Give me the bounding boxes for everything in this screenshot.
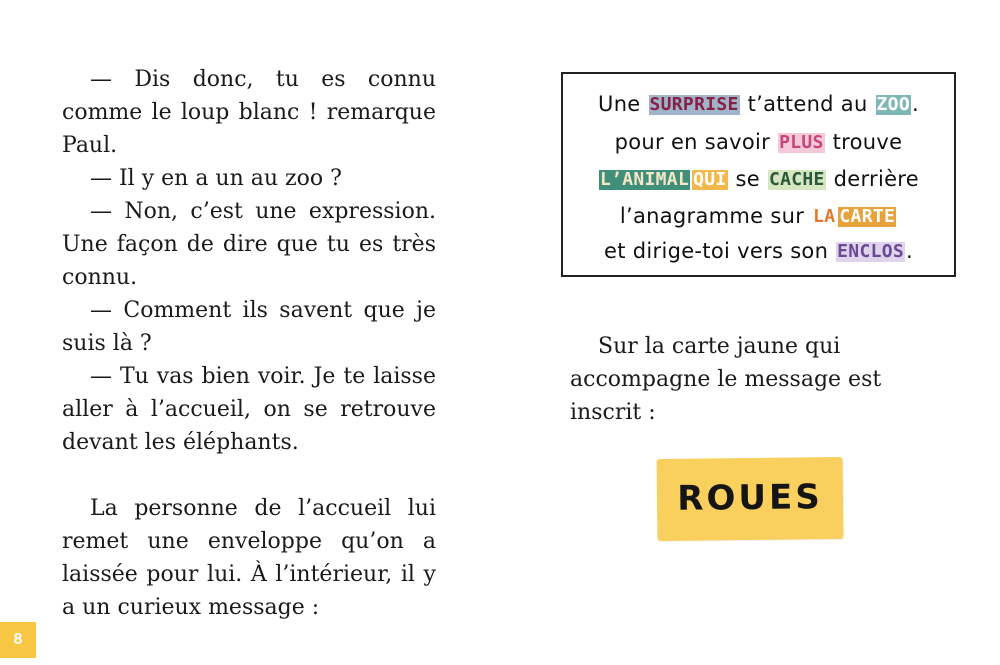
cutout-word: ENCLOS	[837, 241, 904, 262]
card-anagram-word: ROUES	[677, 477, 823, 519]
cutout-word: ZOO	[876, 94, 910, 115]
message-text: t’attend au	[740, 92, 875, 116]
page-number-tab: 8	[0, 622, 36, 658]
story-text-right	[570, 330, 950, 429]
message-line-2	[563, 130, 954, 154]
cutout-word: L’ANIMAL	[599, 169, 690, 190]
message-line-1	[563, 92, 954, 116]
message-text: et dirige-toi vers son	[604, 239, 836, 263]
message-line-4	[563, 204, 954, 228]
card-intro-paragraph: Sur la carte jaune qui accompagne le message est inscrit :	[570, 334, 882, 425]
message-text: .	[911, 92, 919, 116]
message-line-3	[563, 167, 954, 191]
message-text: l’anagramme sur	[619, 204, 812, 228]
dialogue-line-2: — Il y en a un au zoo ?	[90, 166, 342, 191]
message-line-5	[563, 239, 954, 263]
yellow-card	[657, 457, 844, 541]
dialogue-line-4: — Comment ils savent que je suis là ?	[62, 298, 436, 356]
message-text: pour en savoir	[614, 130, 778, 154]
message-text: derrière	[826, 167, 919, 191]
cutout-word: CARTE	[839, 206, 896, 227]
story-text-left	[62, 63, 436, 624]
cutout-word: SURPRISE	[649, 94, 739, 115]
narration-paragraph: La personne de l’accueil lui remet une enveloppe qu’on a laissée pour lui. À l’intérieur, il y a un curieux message :	[62, 496, 436, 620]
cutout-word: LA	[813, 206, 836, 227]
ransom-note-message	[561, 72, 956, 277]
dialogue-line-3: — Non, c’est une expression. Une façon de dire que tu es très connu.	[62, 199, 436, 290]
message-text: se	[728, 167, 767, 191]
cutout-word: CACHE	[768, 169, 825, 190]
dialogue-line-5: — Tu vas bien voir. Je te laisse aller à l’accueil, on se retrouve devant les éléphants.	[62, 364, 436, 455]
message-text: Une	[598, 92, 648, 116]
cutout-word: PLUS	[779, 132, 824, 153]
dialogue-line-1: — Dis donc, tu es connu comme le loup blanc ! remarque Paul.	[62, 67, 436, 158]
cutout-word: QUI	[693, 169, 727, 190]
message-text: .	[906, 239, 913, 263]
message-text: trouve	[825, 130, 903, 154]
